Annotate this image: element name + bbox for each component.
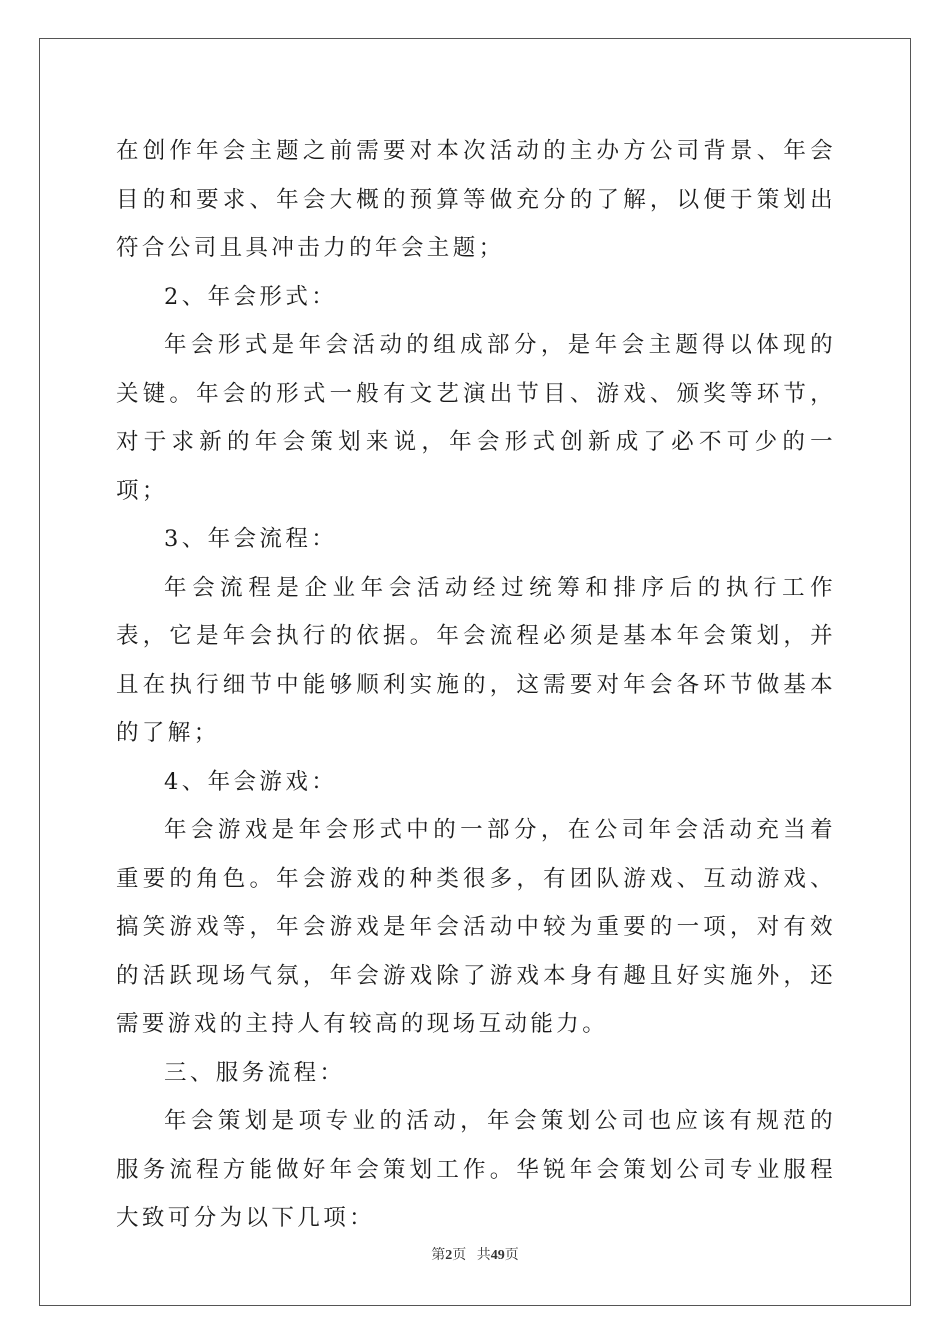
heading-annual-meeting-games: 4、年会游戏：: [164, 768, 338, 795]
page-current: 2: [445, 1248, 453, 1263]
paragraph-annual-meeting-games: 年会游戏是年会形式中的一部分，在公司年会活动充当着重要的角色。年会游戏的种类很多，有团队游戏、互动游戏、搞笑游戏等，年会游戏是年会活动中较为重要的一项，对有效的活跃现场气氛，年会游戏除了游戏本身有趣且好实施外，还需要游戏的主持人有较高的现场互动能力。: [116, 817, 836, 1037]
total-prefix: 共: [476, 1248, 491, 1263]
paragraph-annual-meeting-format: 年会形式是年会活动的组成部分，是年会主题得以体现的关键。年会的形式一般有文艺演出节目、游戏、颁奖等环节，对于求新的年会策划来说，年会形式创新成了必不可少的一项；: [116, 332, 836, 504]
document-body: [116, 127, 836, 1243]
paragraph-annual-meeting-process: 年会流程是企业年会活动经过统筹和排序后的执行工作表，它是年会执行的依据。年会流程必须是基本年会策划，并且在执行细节中能够顺利实施的，这需要对年会各环节做基本的了解；: [116, 574, 836, 746]
paragraph-intro: 在创作年会主题之前需要对本次活动的主办方公司背景、年会目的和要求、年会大概的预算等做充分的了解，以便于策划出符合公司且具冲击力的年会主题；: [116, 138, 836, 261]
page-total: 49: [490, 1248, 505, 1263]
total-suffix: 页: [504, 1248, 519, 1263]
paragraph-service-process: 年会策划是项专业的活动，年会策划公司也应该有规范的服务流程方能做好年会策划工作。华锐年会策划公司专业服程大致可分为以下几项：: [116, 1108, 836, 1231]
heading-service-process: 三、服务流程：: [164, 1059, 346, 1086]
page-footer: [0, 1244, 950, 1264]
heading-annual-meeting-format: 2、年会形式：: [164, 283, 338, 310]
page-prefix: 第: [431, 1248, 446, 1263]
page-suffix: 页: [452, 1248, 467, 1263]
heading-annual-meeting-process: 3、年会流程：: [164, 526, 338, 552]
